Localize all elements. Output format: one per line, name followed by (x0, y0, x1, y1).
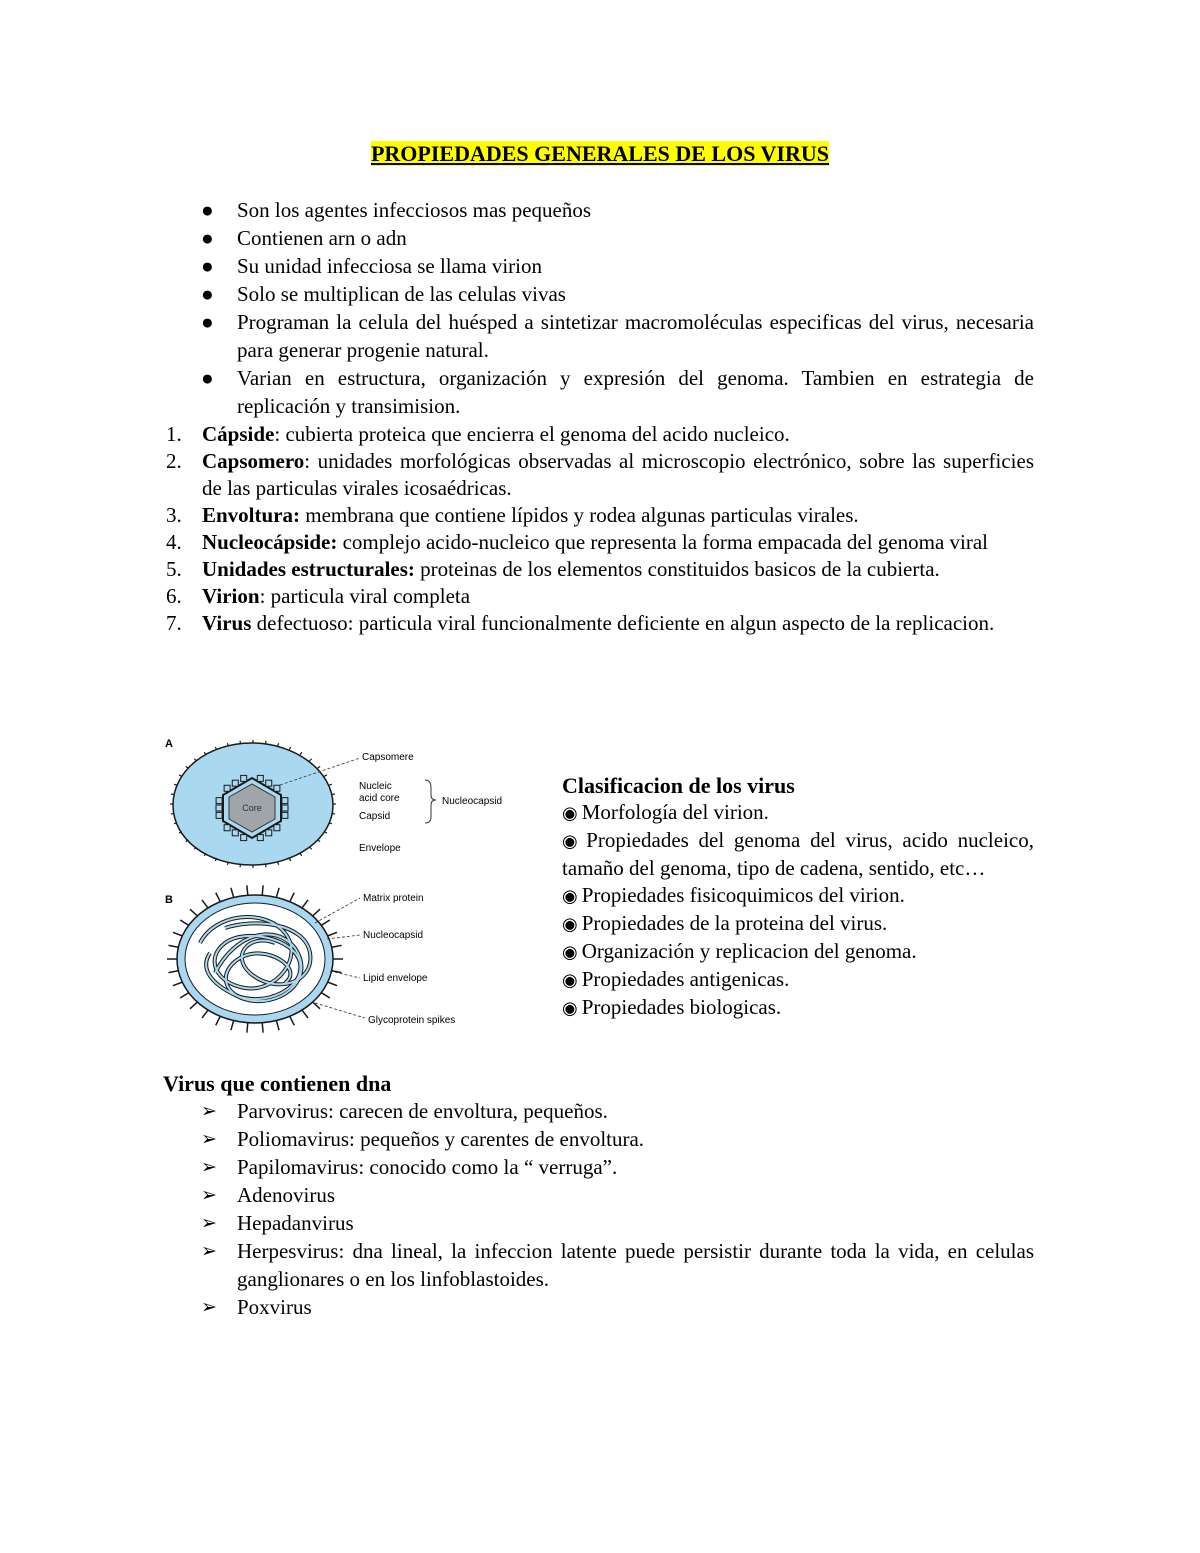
bullet-icon: ● (201, 366, 214, 390)
definition-term: Capsomero (202, 449, 305, 473)
envelope-bump (310, 847, 312, 849)
glycoprotein-spike (276, 888, 279, 898)
capsomere-unit (274, 825, 280, 831)
glycoprotein-spike (321, 920, 330, 925)
capsomere-unit (282, 798, 288, 804)
glycoprotein-spike (290, 893, 294, 902)
classification-item: ◉ Propiedades biologicas. (562, 995, 782, 1019)
classification-heading: Clasificacion de los virus (562, 773, 795, 798)
glycoprotein-spike (302, 1010, 308, 1018)
list-item: ➢ Adenovirus (201, 1183, 335, 1207)
envelope-label: Envelope (359, 843, 401, 854)
glycoprotein-spike (173, 932, 182, 936)
definition-item: 7. Virus defectuoso: particula viral funcionalmente deficiente en algun aspecto de la replicacion. (166, 611, 995, 635)
envelope-bump (310, 759, 312, 761)
nucleocapsid-brace (425, 780, 436, 823)
definition-item: 6. Virion: particula viral completa (166, 584, 471, 608)
bullet-icon: ● (201, 198, 214, 222)
capsomere-unit (266, 780, 272, 786)
envelope-bump (324, 775, 327, 776)
glycoprotein-spike (302, 900, 308, 908)
glycoprotein-spike (202, 1010, 208, 1018)
definition-item: 5. Unidades estructurales: proteinas de los elementos constituidos basicos de la cubierta. (166, 557, 940, 581)
glycoprotein-spike (247, 885, 248, 895)
properties-list (201, 196, 1034, 420)
glycoprotein-spike (328, 982, 337, 986)
classification-item: ◉ Propiedades del genoma del virus, acido nucleico, tamaño del genoma, tipo de cadena, sentido, etc… (562, 828, 1034, 880)
glycoprotein-spike (247, 1023, 248, 1033)
definition-item: 3. Envoltura: membrana que contiene lípidos y rodea algunas particulas virales. (166, 503, 859, 527)
arrow-bullet-icon: ➢ (201, 1240, 217, 1262)
definition-item: 2. Capsomero: unidades morfológicas observadas al microscopio electrónico, sobre las superficies de las particulas virales icosaédricas. (166, 449, 1034, 500)
nucleic-label-2: acid core (359, 793, 400, 804)
radio-bullet-icon: ◉ (562, 942, 578, 963)
glycoprotein-spike (231, 1021, 234, 1031)
capsomere-unit (216, 798, 222, 804)
page-title-text: PROPIEDADES GENERALES DE LOS VIRUS (370, 141, 830, 166)
capsomere-unit (216, 805, 222, 811)
list-item: ➢ Papilomavirus: conocido como la “ verruga”. (201, 1155, 618, 1179)
glycoprotein-spike (262, 885, 263, 895)
envelope-bump (289, 747, 290, 750)
list-item: ➢ Poliomavirus: pequeños y carentes de envoltura. (201, 1127, 645, 1151)
dna-virus-list (201, 1097, 1034, 1321)
classification-item: ◉ Propiedades de la proteina del virus. (562, 911, 888, 935)
radio-bullet-icon: ◉ (562, 831, 583, 852)
bullet-icon: ● (201, 254, 214, 278)
envelope-bump (194, 759, 196, 761)
glycoprotein-spike (262, 1023, 263, 1033)
radio-bullet-icon: ◉ (562, 914, 578, 935)
enveloped-virion-a (170, 740, 336, 868)
page-title (0, 141, 1200, 167)
arrow-bullet-icon: ➢ (201, 1296, 217, 1318)
arrow-bullet-icon: ➢ (201, 1156, 217, 1178)
bullet-icon: ● (201, 310, 214, 334)
radio-bullet-icon: ◉ (562, 970, 578, 991)
glycoprotein-spike (180, 920, 189, 925)
glycoprotein-spike (180, 993, 189, 998)
classification-item: ◉ Propiedades antigenicas. (562, 967, 790, 991)
spikes-label: Glycoprotein spikes (368, 1015, 456, 1026)
envelope-bump (300, 752, 302, 754)
list-item: ● Son los agentes infecciosos mas pequeños (201, 198, 592, 222)
envelope-bump (318, 766, 320, 768)
glycoprotein-spike (313, 909, 320, 916)
capsomere-unit (257, 835, 263, 841)
definition-term: Cápside (202, 422, 275, 446)
list-item: ➢ Herpesvirus: dna lineal, la infeccion latente puede persistir durante toda la vida, en celulas ganglionares o en los linfoblastoides. (201, 1239, 1034, 1291)
panel-a-label: A (165, 738, 173, 750)
envelope-bump (318, 840, 320, 842)
spikes-leader (315, 1003, 365, 1018)
core-label: Core (242, 803, 262, 813)
radio-bullet-icon: ◉ (562, 998, 578, 1019)
arrow-bullet-icon: ➢ (201, 1100, 217, 1122)
classification-item: ◉ Organización y replicacion del genoma. (562, 939, 917, 963)
classification-item: ◉ Morfología del virion. (562, 800, 769, 824)
lipid-label: Lipid envelope (363, 973, 428, 984)
panel-b-label: B (165, 894, 173, 906)
glycoprotein-spike (321, 993, 330, 998)
envelope-bump (179, 775, 182, 776)
glycoprotein-spike (332, 945, 342, 947)
arrow-bullet-icon: ➢ (201, 1184, 217, 1206)
radio-bullet-icon: ◉ (562, 886, 578, 907)
definition-term: Unidades estructurales: (202, 557, 415, 581)
capsomere-unit (224, 825, 230, 831)
list-item: ➢ Poxvirus (201, 1295, 312, 1319)
definition-term: Envoltura: (202, 503, 301, 527)
glycoprotein-spike (328, 932, 337, 936)
glycoprotein-spike (231, 888, 234, 898)
list-item: ● Contienen arn o adn (201, 226, 407, 250)
arrow-bullet-icon: ➢ (201, 1128, 217, 1150)
envelope-bump (329, 784, 332, 785)
glycoprotein-spike (190, 909, 197, 916)
capsomere-label: Capsomere (362, 752, 414, 763)
list-item: ● Varian en estructura, organización y expresión del genoma. Tambien en estrategia de replicación y transimision. (201, 366, 1034, 418)
dna-virus-heading: Virus que contienen dna (163, 1071, 392, 1096)
bullet-icon: ● (201, 226, 214, 250)
capsomere-unit (232, 830, 238, 836)
capsomere-unit (282, 812, 288, 818)
radio-bullet-icon: ◉ (562, 803, 578, 824)
nucleic-label-1: Nucleic (359, 781, 392, 792)
glycoprotein-spike (290, 1016, 294, 1025)
virus-structure-diagram (155, 733, 525, 1033)
glycoprotein-spike (216, 893, 220, 902)
envelope-bump (186, 766, 188, 768)
glycoprotein-spike (276, 1021, 279, 1031)
capsid-label: Capsid (359, 811, 391, 822)
classification-block (562, 772, 1034, 1022)
list-item: ● Solo se multiplican de las celulas vivas (201, 282, 566, 306)
glycoprotein-spike (190, 1002, 197, 1009)
envelope-bump (289, 858, 290, 861)
glycoprotein-spike (168, 971, 178, 973)
envelope-bump (278, 743, 279, 746)
capsomere-unit (266, 830, 272, 836)
list-item: ● Su unidad infecciosa se llama virion (201, 254, 543, 278)
definitions-list (166, 421, 1034, 637)
capsomere-unit (241, 835, 247, 841)
list-item: ➢ Parvovirus: carecen de envoltura, pequeños. (201, 1099, 608, 1123)
capsomere-unit (216, 812, 222, 818)
list-item: ● Programan la celula del huésped a sintetizar macromoléculas especificas del virus, necesaria para generar progenie natural. (201, 310, 1034, 362)
list-item: ➢ Hepadanvirus (201, 1211, 354, 1235)
nucleocapsid-b-label: Nucleocapsid (363, 930, 424, 941)
capsomere-unit (282, 805, 288, 811)
matrix-leader (315, 898, 360, 923)
classification-item: ◉ Propiedades fisicoquimicos del virion. (562, 883, 905, 907)
capsomere-unit (232, 780, 238, 786)
capsomere-unit (257, 775, 263, 781)
definition-item: 4. Nucleocápside: complejo acido-nucleico que representa la forma empacada del genoma viral (166, 530, 989, 554)
arrow-bullet-icon: ➢ (201, 1212, 217, 1234)
capsomere-unit (224, 785, 230, 791)
envelope-bump (300, 853, 302, 855)
enveloped-virion-b (167, 885, 343, 1032)
definition-item: 1. Cápside: cubierta proteica que encierra el genoma del acido nucleico. (166, 422, 790, 446)
glycoprotein-spike (216, 1016, 220, 1025)
definition-term: Virion (202, 584, 260, 608)
definition-term: Nucleocápside: (202, 530, 338, 554)
glycoprotein-spike (202, 900, 208, 908)
capsomere-unit (274, 785, 280, 791)
definition-term: Virus (202, 611, 252, 635)
nucleocapsid-b-leader (327, 935, 360, 939)
capsomere-unit (241, 775, 247, 781)
bullet-icon: ● (201, 282, 214, 306)
glycoprotein-spike (173, 982, 182, 986)
nucleocapsid-label: Nucleocapsid (442, 796, 503, 807)
glycoprotein-spike (168, 945, 178, 947)
matrix-label: Matrix protein (363, 893, 424, 904)
